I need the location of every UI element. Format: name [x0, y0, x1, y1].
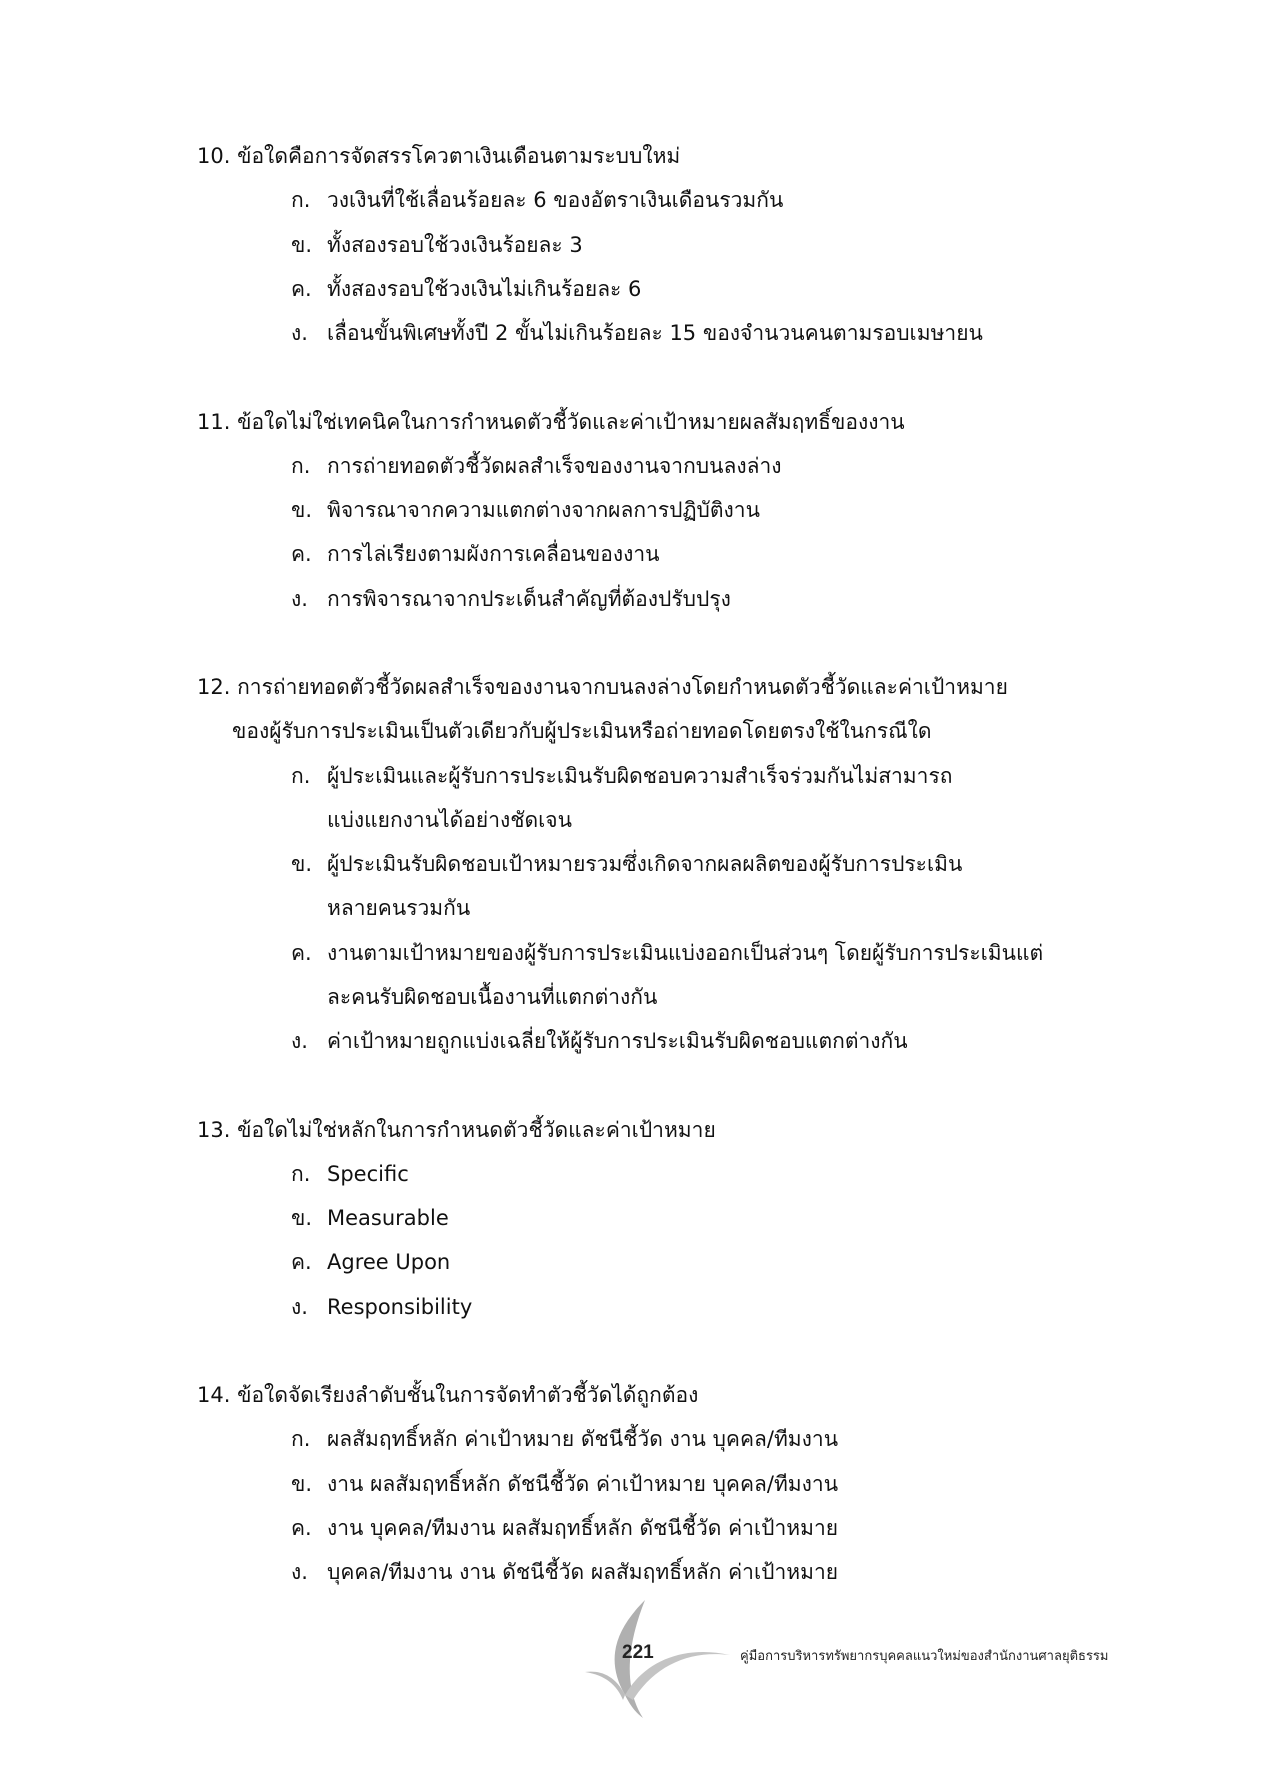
- option-label: ก.: [291, 1427, 311, 1452]
- option-label: ก.: [291, 763, 311, 788]
- page-number: 221: [622, 1642, 654, 1663]
- question-text: ข้อใดไม่ใช่หลักในการกำหนดตัวชี้วัดและค่าเป้าหมาย: [237, 1117, 716, 1142]
- question-line: [0, 1108, 1276, 1152]
- blank-line: [0, 1063, 1276, 1107]
- option-text: ค่าเป้าหมายถูกแบ่งเฉลี่ยให้ผู้รับการประเมินรับผิดชอบแตกต่างกัน: [327, 1029, 908, 1053]
- option-0: [0, 444, 1276, 488]
- question-text: ข้อใดจัดเรียงลำดับชั้นในการจัดทำตัวชี้วัดได้ถูกต้อง: [237, 1383, 699, 1407]
- question-number: 10.: [197, 144, 231, 168]
- blank-line: [0, 621, 1276, 665]
- option-3: [0, 577, 1276, 621]
- option-label: ข.: [291, 1471, 313, 1496]
- option-2: [0, 1240, 1276, 1284]
- option-text: Responsibility: [327, 1294, 473, 1319]
- option-continuation: [0, 975, 1276, 1019]
- option-label: ก.: [291, 453, 311, 478]
- option-label: ข.: [291, 498, 313, 522]
- question-text: ข้อใดคือการจัดสรรโควตาเงินเดือนตามระบบใหม่: [237, 144, 681, 168]
- option-text: พิจารณาจากความแตกต่างจากผลการปฏิบัติงาน: [327, 498, 760, 522]
- blank-line: [0, 1329, 1276, 1373]
- option-label: ง.: [291, 1294, 308, 1319]
- option-label: ก.: [291, 1161, 311, 1186]
- option-0: [0, 1417, 1276, 1461]
- option-label: ข.: [291, 852, 313, 876]
- option-label: ก.: [291, 188, 311, 213]
- option-text: เลื่อนขั้นพิเศษทั้งปี 2 ขั้นไม่เกินร้อยละ 15 ของจำนวนคนตามรอบเมษายน: [327, 321, 983, 345]
- option-2: [0, 267, 1276, 311]
- option-3: [0, 1019, 1276, 1063]
- option-text: งาน ผลสัมฤทธิ์หลัก ดัชนีชี้วัด ค่าเป้าหมาย บุคคล/ทีมงาน: [327, 1471, 839, 1496]
- option-text: ทั้งสองรอบใช้วงเงินไม่เกินร้อยละ 6: [327, 276, 642, 301]
- option-0: [0, 1152, 1276, 1196]
- footer-title: คู่มือการบริหารทรัพยากรบุคคลแนวใหม่ของสำนักงานศาลยุติธรรม: [740, 1649, 1109, 1664]
- question-text: การถ่ายทอดตัวชี้วัดผลสำเร็จของงานจากบนลงล่างโดยกำหนดตัวชี้วัดและค่าเป้าหมาย: [237, 675, 1008, 699]
- option-text: ผู้ประเมินและผู้รับการประเมินรับผิดชอบความสำเร็จร่วมกันไม่สามารถ: [327, 763, 953, 788]
- option-1: [0, 1462, 1276, 1506]
- question-number: 11.: [197, 409, 231, 434]
- question-number: 12.: [197, 675, 231, 699]
- option-text: Agree Upon: [327, 1250, 451, 1275]
- option-continuation: [0, 886, 1276, 930]
- option-text: ละคนรับผิดชอบเนื้องานที่แตกต่างกัน: [327, 984, 658, 1009]
- question-line: [0, 709, 1276, 753]
- option-3: [0, 1285, 1276, 1329]
- option-1: [0, 842, 1276, 886]
- option-label: ข.: [291, 1206, 313, 1230]
- option-label: ค.: [291, 1515, 312, 1540]
- option-text: วงเงินที่ใช้เลื่อนร้อยละ 6 ของอัตราเงินเดือนรวมกัน: [327, 188, 784, 213]
- option-2: [0, 931, 1276, 975]
- option-text: บุคคล/ทีมงาน งาน ดัชนีชี้วัด ผลสัมฤทธิ์หลัก ค่าเป้าหมาย: [327, 1560, 839, 1584]
- option-text: การถ่ายทอดตัวชี้วัดผลสำเร็จของงานจากบนลงล่าง: [327, 453, 782, 478]
- option-3: [0, 1550, 1276, 1594]
- option-text: ผู้ประเมินรับผิดชอบเป้าหมายรวมซึ่งเกิดจากผลผลิตของผู้รับการประเมิน: [327, 852, 963, 876]
- option-0: [0, 178, 1276, 222]
- option-text: Specific: [327, 1161, 409, 1186]
- option-label: ค.: [291, 542, 312, 567]
- option-text: การไล่เรียงตามผังการเคลื่อนของงาน: [327, 542, 660, 567]
- option-label: ค.: [291, 1250, 312, 1275]
- question-line: [0, 134, 1276, 178]
- page-footer: [0, 1600, 1276, 1720]
- option-text: ทั้งสองรอบใช้วงเงินร้อยละ 3: [327, 232, 583, 257]
- option-label: ง.: [291, 1560, 308, 1584]
- option-text: งานตามเป้าหมายของผู้รับการประเมินแบ่งออกเป็นส่วนๆ โดยผู้รับการประเมินแต่: [327, 940, 1044, 965]
- option-label: ง.: [291, 321, 308, 345]
- option-label: ข.: [291, 232, 313, 257]
- option-2: [0, 1506, 1276, 1550]
- option-3: [0, 311, 1276, 355]
- question-number: 14.: [197, 1383, 231, 1407]
- option-label: ง.: [291, 1029, 308, 1053]
- option-text: Measurable: [327, 1206, 449, 1230]
- option-0: [0, 754, 1276, 798]
- option-continuation: [0, 798, 1276, 842]
- blank-line: [0, 355, 1276, 399]
- option-2: [0, 532, 1276, 576]
- option-text: การพิจารณาจากประเด็นสำคัญที่ต้องปรับปรุง: [327, 586, 731, 611]
- question-line: [0, 665, 1276, 709]
- option-1: [0, 223, 1276, 267]
- option-1: [0, 1196, 1276, 1240]
- question-text: ข้อใดไม่ใช่เทคนิคในการกำหนดตัวชี้วัดและค่าเป้าหมายผลสัมฤทธิ์ของงาน: [237, 409, 905, 434]
- swoosh-logo-icon: [585, 1600, 735, 1720]
- option-1: [0, 488, 1276, 532]
- option-text: ผลสัมฤทธิ์หลัก ค่าเป้าหมาย ดัชนีชี้วัด งาน บุคคล/ทีมงาน: [327, 1427, 839, 1452]
- question-text: ของผู้รับการประเมินเป็นตัวเดียวกับผู้ประเมินหรือถ่ายทอดโดยตรงใช้ในกรณีใด: [232, 719, 932, 744]
- option-text: หลายคนรวมกัน: [327, 896, 471, 921]
- question-line: [0, 400, 1276, 444]
- option-label: ค.: [291, 940, 312, 965]
- question-number: 13.: [197, 1117, 231, 1142]
- option-text: งาน บุคคล/ทีมงาน ผลสัมฤทธิ์หลัก ดัชนีชี้วัด ค่าเป้าหมาย: [327, 1515, 839, 1540]
- question-line: [0, 1373, 1276, 1417]
- question-list: [0, 134, 1276, 1594]
- option-label: ค.: [291, 276, 312, 301]
- option-label: ง.: [291, 586, 308, 611]
- option-text: แบ่งแยกงานได้อย่างชัดเจน: [327, 807, 572, 832]
